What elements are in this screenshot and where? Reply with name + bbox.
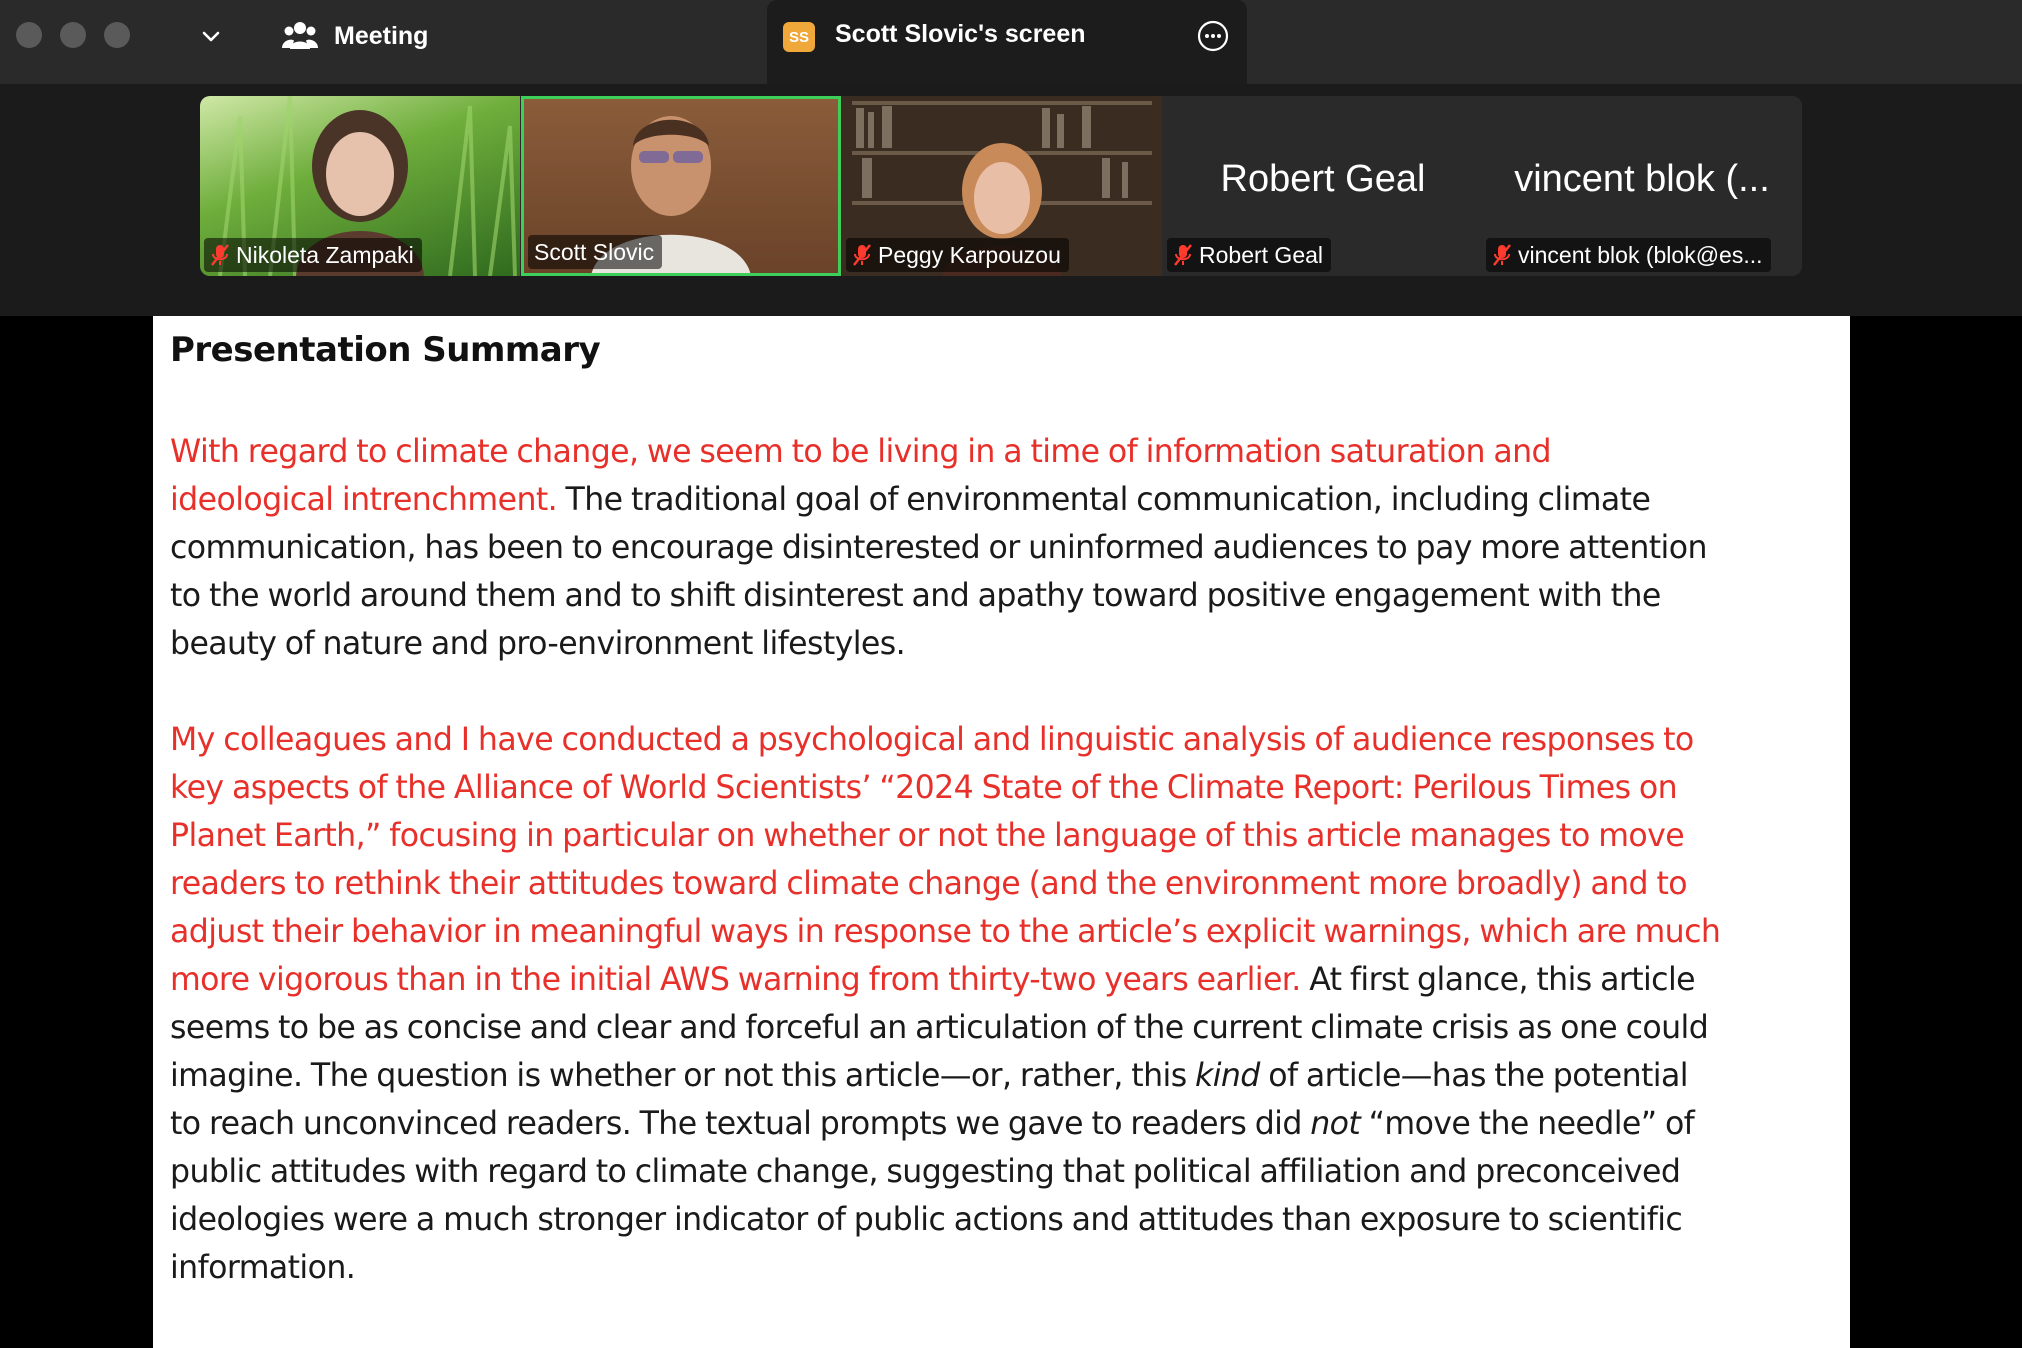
window-title-bar xyxy=(0,0,2022,84)
screen-share-tab-label: Scott Slovic's screen xyxy=(835,20,1086,48)
highlighted-text: key aspects of the Alliance of World Scientists’ “2024 State of the Climate Report: Perilous Times on xyxy=(170,770,1678,806)
slide-line xyxy=(170,956,1834,1004)
body-text: ideologies were a much stronger indicator of public actions and attitudes than exposure to scientific xyxy=(170,1202,1683,1238)
body-text: to the world around them and to shift disinterest and apathy toward positive engagement with the xyxy=(170,578,1661,614)
participant-name: Peggy Karpouzou xyxy=(878,241,1061,268)
italic-text: kind xyxy=(1195,1058,1260,1094)
participant-tile-vincent[interactable] xyxy=(1482,96,1802,276)
window-zoom-button[interactable] xyxy=(104,22,130,48)
body-text: seems to be as concise and clear and forceful an articulation of the current climate crisis as one could xyxy=(170,1010,1709,1046)
body-text: At first glance, this article xyxy=(1300,962,1695,998)
participant-name-tag xyxy=(1486,238,1771,272)
muted-mic-icon xyxy=(1492,243,1512,267)
meeting-tab[interactable] xyxy=(282,14,428,58)
slide-line xyxy=(170,1148,1834,1196)
slide-line xyxy=(170,812,1834,860)
highlighted-text: readers to rethink their attitudes toward climate change (and the environment more broadly) and to xyxy=(170,866,1687,902)
body-text: “move the needle” of xyxy=(1360,1106,1695,1142)
body-text: to reach unconvinced readers. The textual prompts we gave to readers did xyxy=(170,1106,1311,1142)
highlighted-text: With regard to climate change, we seem to be living in a time of information saturation and xyxy=(170,434,1551,470)
slide-line xyxy=(170,1244,1834,1292)
participant-tile-robert[interactable] xyxy=(1163,96,1483,276)
participant-tile-peggy[interactable] xyxy=(842,96,1162,276)
more-options-icon[interactable] xyxy=(1197,20,1229,52)
slide-line xyxy=(170,1004,1834,1052)
slide-line xyxy=(170,524,1834,572)
share-avatar-badge: SS xyxy=(783,22,815,52)
slide-line xyxy=(170,1196,1834,1244)
participant-display-name: vincent blok (... xyxy=(1514,158,1770,200)
slide-line xyxy=(170,860,1834,908)
highlighted-text: My colleagues and I have conducted a psychological and linguistic analysis of audience responses to xyxy=(170,722,1694,758)
participant-name-tag xyxy=(846,238,1069,272)
window-minimize-button[interactable] xyxy=(60,22,86,48)
participant-name: Nikoleta Zampaki xyxy=(236,241,414,268)
participants-icon xyxy=(282,19,318,53)
highlighted-text: ideological intrenchment. xyxy=(170,482,558,518)
shared-slide xyxy=(153,316,1850,1348)
body-text: beauty of nature and pro-environment lifestyles. xyxy=(170,626,906,662)
chevron-down-icon[interactable] xyxy=(198,24,224,50)
body-text: The traditional goal of environmental communication, including climate xyxy=(557,482,1651,518)
slide-line xyxy=(170,620,1834,668)
body-text: imagine. The question is whether or not this article—or, rather, this xyxy=(170,1058,1195,1094)
participant-name-tag xyxy=(528,235,662,269)
italic-text: not xyxy=(1310,1106,1361,1142)
slide-paragraph-1 xyxy=(170,428,1834,668)
slide-line xyxy=(170,716,1834,764)
participant-name-tag xyxy=(1167,238,1331,272)
muted-mic-icon xyxy=(852,243,872,267)
meeting-tab-label: Meeting xyxy=(334,21,429,50)
window-close-button[interactable] xyxy=(16,22,42,48)
highlighted-text: more vigorous than in the initial AWS warning from thirty-two years earlier. xyxy=(170,962,1301,998)
slide-line xyxy=(170,428,1834,476)
participant-name-tag xyxy=(204,238,422,272)
slide-paragraph-2 xyxy=(170,716,1834,1292)
slide-line xyxy=(170,476,1834,524)
participant-tiles xyxy=(200,96,1802,276)
participant-display-name: Robert Geal xyxy=(1220,158,1426,200)
slide-line xyxy=(170,1052,1834,1100)
body-text: information. xyxy=(170,1250,356,1286)
participant-name: Scott Slovic xyxy=(534,238,655,265)
screen-share-tab[interactable] xyxy=(767,0,1247,84)
participant-name: Robert Geal xyxy=(1199,241,1324,268)
participant-name: vincent blok (blok@es... xyxy=(1518,241,1763,268)
body-text: public attitudes with regard to climate change, suggesting that political affiliation and preconceived xyxy=(170,1154,1681,1190)
muted-mic-icon xyxy=(1173,243,1193,267)
slide-line xyxy=(170,572,1834,620)
highlighted-text: adjust their behavior in meaningful ways in response to the article’s explicit warnings, which are much xyxy=(170,914,1721,950)
highlighted-text: Planet Earth,” focusing in particular on whether or not the language of this article manages to move xyxy=(170,818,1685,854)
body-text: of article—has the potential xyxy=(1259,1058,1688,1094)
slide-line xyxy=(170,764,1834,812)
slide-line xyxy=(170,1100,1834,1148)
participant-tile-scott[interactable] xyxy=(521,96,841,276)
muted-mic-icon xyxy=(210,243,230,267)
body-text: communication, has been to encourage disinterested or uninformed audiences to pay more attention xyxy=(170,530,1707,566)
slide-title: Presentation Summary xyxy=(170,330,601,370)
participant-tile-nikoleta[interactable] xyxy=(200,96,520,276)
slide-line xyxy=(170,908,1834,956)
